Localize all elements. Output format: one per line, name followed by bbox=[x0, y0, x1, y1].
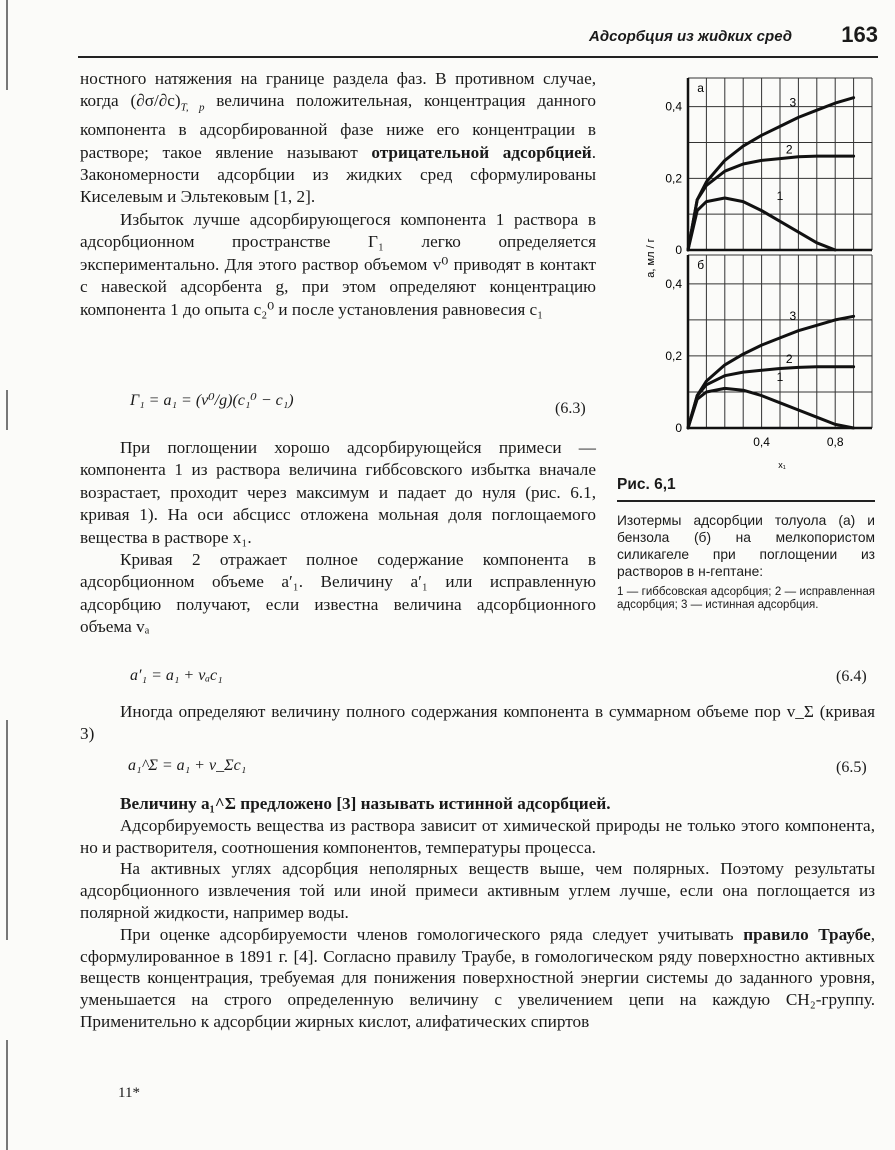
y-axis-label: a, мл / г bbox=[645, 238, 657, 278]
y-tick-label: 0,2 bbox=[665, 348, 682, 363]
term-true-adsorption: истинной адсорбцией bbox=[438, 794, 607, 813]
text-run: ностного натяжения на границе раздела фаз. В противном случае, когда (∂σ/∂c) bbox=[80, 69, 596, 111]
equation-6-4: a′₁ = a₁ + vₐc₁ bbox=[130, 667, 223, 684]
panel-b bbox=[665, 255, 872, 449]
x-axis-label: x₁ bbox=[778, 460, 786, 470]
text-run: Величину a₁^Σ предложено [3] называть bbox=[120, 794, 439, 813]
equation-6-5: a₁^Σ = a₁ + v_Σc₁ bbox=[128, 757, 247, 774]
paragraph bbox=[80, 924, 875, 1033]
equation-number: (6.5) bbox=[836, 759, 867, 776]
text-column bbox=[80, 68, 596, 321]
margin-line bbox=[6, 0, 8, 90]
paragraph: При поглощении хорошо адсорбирующейся примеси — компонента 1 из раствора величина гиббсовского избытка вначале возрастает, проходит через максимум и падает до нуля (рис. 6.1, кривая 1). На оси абсцисс отложена мольная доля поглощаемого вещества в растворе x₁. bbox=[80, 438, 596, 547]
text-run: . Закономерности адсорбции из жидких сред сформулированы Киселевым и Эльтековым [1, 2]. bbox=[80, 142, 596, 207]
figure-caption bbox=[617, 476, 875, 612]
curve-label: 1 bbox=[776, 370, 784, 385]
paragraph: Кривая 2 отражает полное содержание компонента в адсорбционном объеме a′₁. Величину a′₁ или исправленную адсорбцию получают, если известна величина адсорбционного объема vₐ bbox=[80, 550, 596, 637]
y-tick-label: 0,4 bbox=[665, 276, 682, 291]
paragraph: На активных углях адсорбция неполярных веществ выше, чем полярных. Поэтому результаты адсорбционного извлечения той или иной примеси активным углем лучше, если она поглощается из полярной жидкости, например воды. bbox=[80, 859, 875, 922]
text-run: величина положительная, концентрация данного компонента в адсорбированной фазе ниже его концентрации в растворе; такое явление называют bbox=[80, 91, 596, 162]
paragraph: Адсорбируемость вещества из раствора зависит от химической природы не только этого компонента, но и растворителя, соотношения компонентов, температуры процесса. bbox=[80, 815, 875, 857]
caption-text: Изотермы адсорбции толуола (а) и бензола (б) на мелкопористом силикагеле при поглощении из растворов в н-гептане: bbox=[617, 513, 875, 579]
signature-mark: 11* bbox=[118, 1085, 140, 1101]
figure-label: Рис. 6,1 bbox=[617, 476, 875, 502]
term-negative-adsorption: отрицательной адсорбцией bbox=[371, 142, 592, 162]
caption-legend: 1 — гиббсовская адсорбция; 2 — исправленная адсорбция; 3 — истинная адсорбция. bbox=[617, 586, 875, 611]
text-column bbox=[80, 437, 596, 639]
paragraph bbox=[80, 793, 875, 815]
margin-line bbox=[6, 1040, 8, 1150]
paragraph: Иногда определяют величину полного содержания компонента в суммарном объеме пор v_Σ (кривая 3) bbox=[80, 702, 875, 743]
curve-label: 2 bbox=[785, 352, 793, 367]
running-title: Адсорбция из жидких сред bbox=[589, 28, 792, 45]
x-tick-label: 0,8 bbox=[826, 435, 844, 449]
paragraph bbox=[80, 68, 596, 209]
y-tick-label: 0 bbox=[675, 243, 682, 257]
text-block bbox=[80, 701, 875, 745]
curve-2 bbox=[688, 156, 854, 250]
running-header bbox=[78, 22, 878, 58]
curve-label: 3 bbox=[789, 308, 797, 323]
y-tick-label: 0,2 bbox=[665, 171, 682, 186]
margin-line bbox=[6, 720, 8, 940]
panel-letter: а bbox=[697, 81, 704, 95]
paragraph: Избыток лучше адсорбирующегося компонента 1 раствора в адсорбционном пространстве Γ₁ легко определяется экспериментально. Для этого раствор объемом v⁰ приводят в контакт с навеской адсорбента g, при этом определяют концентрацию компонента 1 до опыта c₂⁰ и после установления равновесия c₁ bbox=[80, 209, 596, 319]
curve-3 bbox=[688, 316, 854, 428]
curve-label: 1 bbox=[776, 188, 784, 203]
text-run: , сформулированное в 1891 г. [4]. Согласно правилу Траубе, в гомологическом ряду поверхностно активных веществ концентрация, требуемая для понижения поверхностной энергии системы до заданного уровня, уменьшается на строго определенную величину с увеличением цепи на каждую CH₂-группу. Применительно к адсорбции жирных кислот, алифатических спиртов bbox=[80, 924, 875, 1031]
curve-label: 3 bbox=[789, 95, 797, 110]
text-run: . bbox=[606, 794, 611, 813]
y-tick-label: 0 bbox=[675, 421, 682, 435]
curve-label: 2 bbox=[785, 142, 793, 157]
text-block bbox=[80, 793, 875, 1033]
equation-number: (6.4) bbox=[836, 668, 867, 685]
term-traube-rule: правило Траубе bbox=[743, 924, 871, 944]
page-number: 163 bbox=[841, 22, 878, 47]
equation-number: (6.3) bbox=[555, 400, 586, 417]
equation-6-3: Γ₁ = a₁ = (v⁰/g)(c₁⁰ − c₁) bbox=[130, 392, 294, 409]
text-run: При оценке адсорбируемости членов гомологического ряда следует учитывать bbox=[120, 924, 744, 944]
y-tick-label: 0,4 bbox=[665, 99, 682, 114]
subscript: T, p bbox=[180, 101, 205, 114]
figure-6-1 bbox=[640, 68, 880, 476]
panel-letter: б bbox=[697, 258, 705, 272]
curve-3 bbox=[688, 95, 854, 250]
curve-1 bbox=[688, 388, 854, 428]
margin-line bbox=[6, 390, 8, 430]
panel-a bbox=[665, 78, 872, 257]
x-tick-label: 0,4 bbox=[753, 435, 770, 449]
